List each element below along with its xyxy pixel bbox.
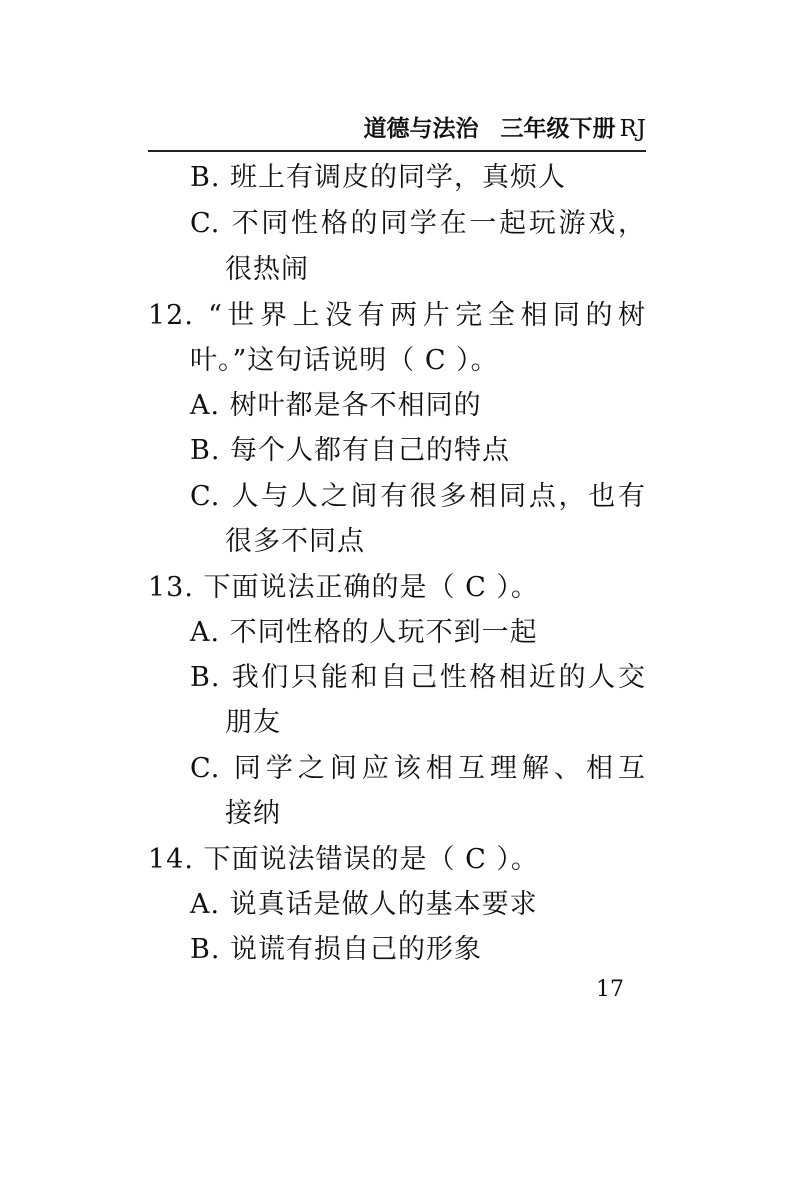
q12-option-b: B. 每个人都有自己的特点	[190, 435, 511, 466]
q14-option-b: B. 说谎有损自己的形象	[190, 934, 483, 965]
q11-option-b: B. 班上有调皮的同学，真烦人	[190, 162, 567, 193]
q12-option-c-line2: 很多不同点	[225, 526, 365, 557]
q13-option-c-line2: 接纳	[225, 798, 281, 829]
q13-option-a: A. 不同性格的人玩不到一起	[190, 617, 538, 648]
q13-option-c-line1: C. 同学之间应该相互理解、相互	[190, 753, 646, 784]
header-grade: 三年级下册	[500, 116, 616, 142]
q14-stem: 14. 下面说法错误的是（ C ）。	[148, 844, 539, 875]
q11-option-c-line1: C. 不同性格的同学在一起玩游戏，	[190, 208, 646, 239]
page-header	[148, 112, 646, 146]
q13-option-b-line2: 朋友	[225, 707, 281, 738]
header-divider	[148, 150, 646, 152]
header-edition: RJ	[619, 116, 646, 142]
q12-stem-line1: 12. “世界上没有两片完全相同的树	[148, 300, 646, 331]
q13-option-b-line1: B. 我们只能和自己性格相近的人交	[190, 662, 646, 693]
q12-option-c-line1: C. 人与人之间有很多相同点，也有	[190, 481, 646, 512]
page-number: 17	[596, 977, 624, 1002]
q12-stem-line2: 叶。”这句话说明（ C ）。	[190, 345, 499, 376]
header-subject: 道德与法治	[363, 116, 479, 142]
q12-option-a: A. 树叶都是各不相同的	[190, 390, 482, 421]
q13-stem: 13. 下面说法正确的是（ C ）。	[148, 572, 539, 603]
q14-option-a: A. 说真话是做人的基本要求	[190, 889, 538, 920]
q11-option-c-line2: 很热闹	[225, 254, 309, 285]
